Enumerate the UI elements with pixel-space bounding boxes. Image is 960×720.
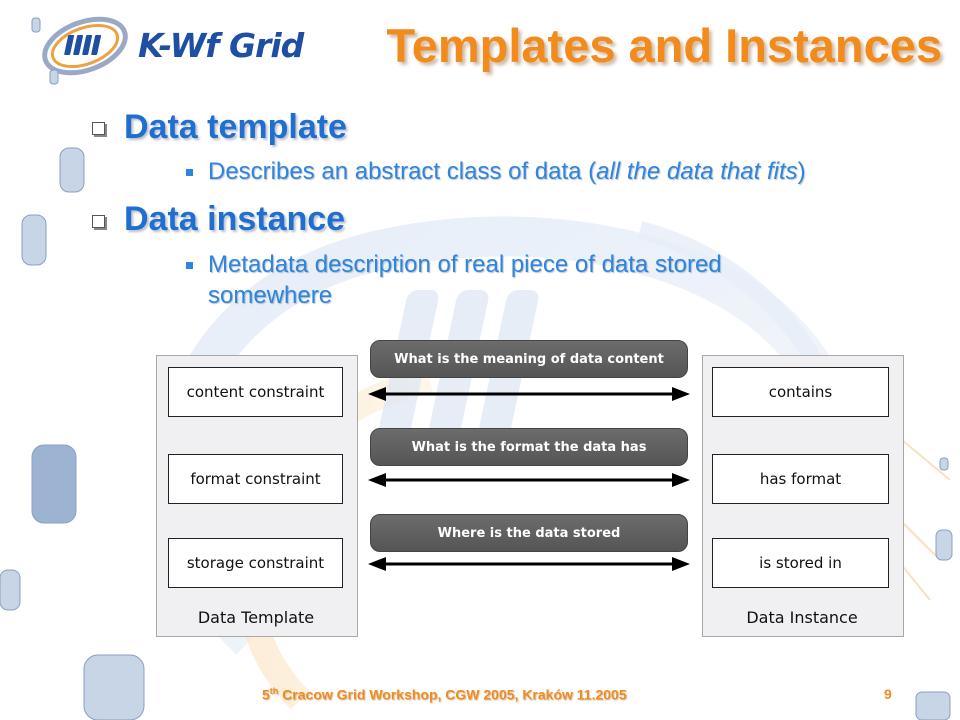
k-wf-grid-logo bbox=[30, 8, 304, 88]
footer-ordinal: 5 bbox=[262, 686, 270, 703]
box-bullet-icon bbox=[92, 215, 105, 228]
double-arrow-icon bbox=[368, 384, 690, 404]
relation-storage-label: Where is the data stored bbox=[370, 514, 688, 552]
logo-text: K-Wf Grid bbox=[138, 26, 304, 65]
page-number: 9 bbox=[884, 686, 892, 702]
sub-text-close: ) bbox=[797, 158, 806, 185]
storage-constraint-box: storage constraint bbox=[168, 538, 343, 588]
bullet-sub-data-instance-line1: Metadata description of real piece of data stored bbox=[208, 251, 722, 278]
relation-meaning-label: What is the meaning of data content bbox=[370, 340, 688, 378]
bullet-heading-data-instance: Data instance bbox=[124, 200, 346, 238]
bullet-sub-data-template bbox=[208, 158, 806, 186]
format-constraint-box: format constraint bbox=[168, 454, 343, 504]
square-bullet-icon bbox=[186, 262, 193, 269]
content-constraint-box: content constraint bbox=[168, 367, 343, 417]
logo-emblem-icon bbox=[30, 8, 140, 88]
sub-text-italic: all the data that fits bbox=[596, 158, 798, 185]
double-arrow-icon bbox=[368, 554, 690, 574]
contains-box: contains bbox=[712, 367, 889, 417]
footer-ordinal-suffix: th bbox=[269, 686, 279, 696]
slide-title: Templates and Instances bbox=[386, 19, 942, 72]
is-stored-in-box: is stored in bbox=[712, 538, 889, 588]
square-bullet-icon bbox=[186, 169, 193, 176]
relation-format-label: What is the format the data has bbox=[370, 428, 688, 466]
bullet-sub-data-instance-line2: somewhere bbox=[208, 282, 333, 309]
footer-text bbox=[262, 686, 627, 703]
box-bullet-icon bbox=[92, 122, 105, 135]
footer-event: Cracow Grid Workshop, CGW 2005, Kraków 11.2005 bbox=[278, 686, 627, 703]
sub-text-plain: Describes an abstract class of data ( bbox=[208, 158, 597, 185]
data-instance-label: Data Instance bbox=[746, 608, 858, 627]
double-arrow-icon bbox=[368, 470, 690, 490]
has-format-box: has format bbox=[712, 454, 889, 504]
data-template-label: Data Template bbox=[197, 608, 315, 627]
bullet-heading-data-template: Data template bbox=[124, 108, 347, 146]
